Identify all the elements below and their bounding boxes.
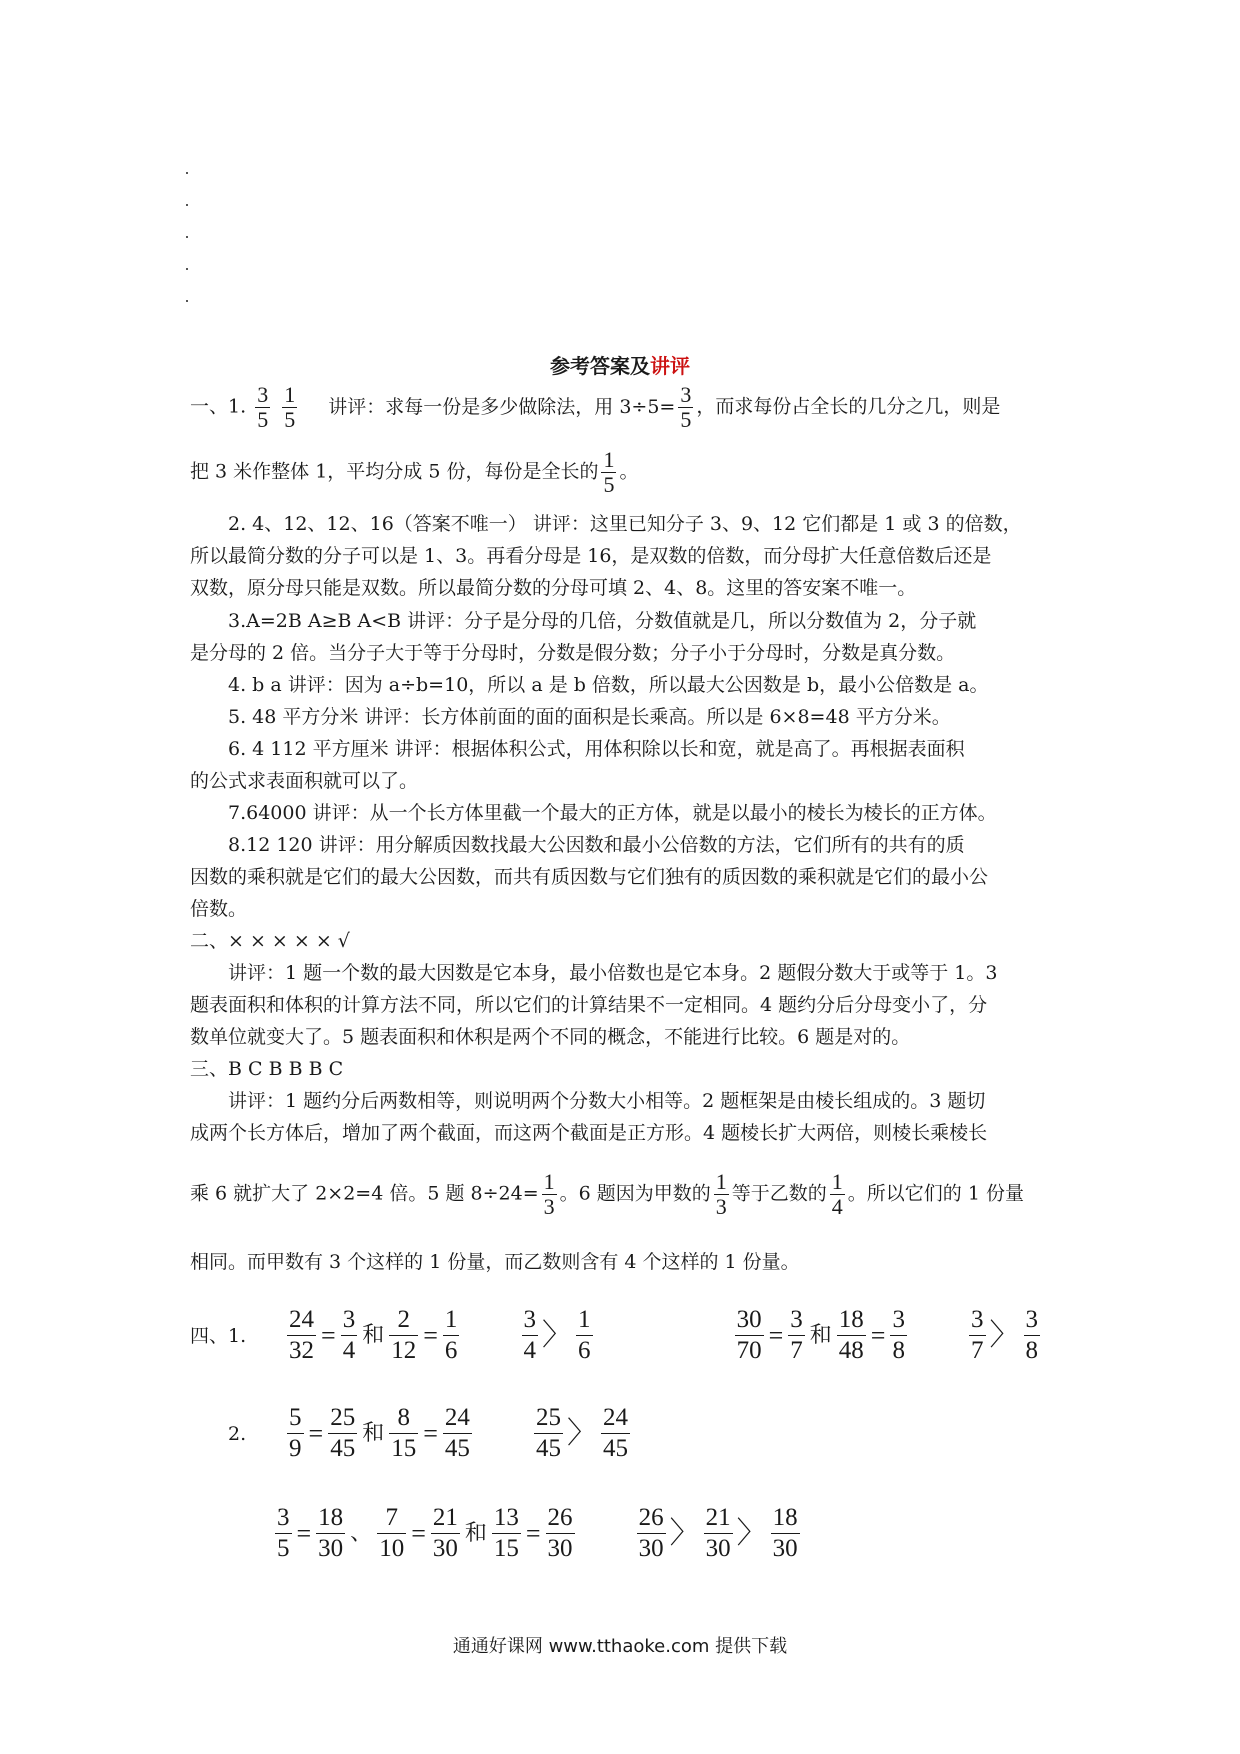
text: 。6 题因为甲数的: [559, 1182, 711, 1205]
numerator: 30: [735, 1305, 764, 1336]
margin-dot: [186, 236, 188, 238]
answer-2-line: 双数，原分母只能是双数。所以最简分数的分母可填 2、4、8。这里的答安案不唯一。: [190, 577, 917, 599]
numerator: 1: [576, 1305, 593, 1336]
equals-sign: =: [423, 1418, 438, 1448]
fraction: [389, 1403, 418, 1464]
text: 。: [619, 460, 639, 483]
denominator: 5: [603, 472, 615, 497]
answer-3-line: 3.A=2B A≥B A<B 讲评：分子是分母的几倍，分数值就是几，所以分数值为 2，分子就: [228, 610, 977, 632]
section3-answers: 三、B C B B B C: [190, 1058, 344, 1080]
numerator: 1: [284, 382, 296, 407]
denominator: 3: [715, 1194, 727, 1219]
greater-than-sign: 〉: [567, 1416, 597, 1450]
section3-comment-line: 讲评：1 题约分后两数相等，则说明两个分数大小相等。2 题框架是由棱长组成的。3 题切: [228, 1090, 986, 1112]
denominator: 10: [379, 1535, 405, 1562]
numerator: 24: [601, 1403, 630, 1434]
numerator: 21: [704, 1503, 733, 1534]
fraction: [830, 1170, 845, 1219]
numerator: 1: [543, 1169, 555, 1194]
section4-row3: [272, 1503, 1142, 1564]
numerator: 3: [522, 1305, 539, 1336]
numerator: 26: [637, 1503, 666, 1534]
fraction: [837, 1305, 866, 1366]
fraction: [443, 1305, 460, 1366]
denominator: 15: [493, 1535, 519, 1562]
denominator: 6: [444, 1337, 458, 1364]
margin-dot: [186, 268, 188, 270]
numerator: 24: [443, 1403, 472, 1434]
fraction: [534, 1403, 563, 1464]
denominator: 15: [391, 1435, 417, 1462]
fraction: [969, 1305, 986, 1366]
fraction: [576, 1305, 593, 1366]
fraction: [316, 1503, 345, 1564]
connector-text: 和: [809, 1322, 832, 1348]
numerator: 18: [771, 1503, 800, 1534]
greater-than-sign: 〉: [989, 1318, 1020, 1352]
answer-3-line: 是分母的 2 倍。当分子大于等于分母时，分数是假分数；分子小于分母时，分数是真分数。: [190, 642, 956, 664]
denominator: 30: [705, 1535, 731, 1562]
answer-8-line: 8.12 120 讲评：用分解质因数找最大公因数和最小公倍数的方法，它们所有的共有的质: [228, 834, 965, 856]
numerator: 26: [546, 1503, 575, 1534]
section4-row1: [190, 1305, 1060, 1366]
denominator: 5: [284, 407, 296, 432]
denominator: 7: [790, 1337, 803, 1364]
fraction: [601, 448, 616, 497]
numerator: 3: [890, 1305, 907, 1336]
numerator: 3: [257, 382, 269, 407]
text: 讲评：求每一份是多少做除法，用 3÷5=: [328, 395, 676, 418]
denominator: 8: [892, 1337, 905, 1364]
numerator: 3: [969, 1305, 986, 1336]
section2-comment-line: 讲评：1 题一个数的最大因数是它本身，最小倍数也是它本身。2 题假分数大于或等于 1。3: [228, 962, 998, 984]
greater-than-sign: 〉: [669, 1516, 700, 1550]
denominator: 30: [432, 1535, 458, 1562]
margin-dot: [186, 204, 188, 206]
text: 把 3 米作整体 1，平均分成 5 份，每份是全长的: [190, 460, 599, 483]
fraction: [282, 383, 297, 432]
numerator: 21: [431, 1503, 460, 1534]
section4-row2: [190, 1403, 1060, 1464]
fraction: [287, 1305, 316, 1366]
equals-sign: =: [296, 1518, 312, 1548]
title-main: 参考答案及: [550, 354, 650, 378]
numerator: 5: [287, 1403, 304, 1434]
section2-comment-line: 数单位就变大了。5 题表面积和休积是两个不同的概念，不能进行比较。6 题是对的。: [190, 1026, 911, 1048]
answer-5-line: 5. 48 平方分米 讲评：长方体前面的面的面积是长乘高。所以是 6×8=48 平方分米。: [228, 706, 951, 728]
equals-sign: =: [308, 1418, 324, 1448]
denominator: 32: [289, 1337, 315, 1364]
margin-dot: [186, 300, 188, 302]
denominator: 30: [318, 1535, 344, 1562]
denominator: 12: [391, 1337, 417, 1364]
connector-text: 、: [350, 1520, 373, 1546]
title-highlight: 讲评: [650, 354, 690, 378]
denominator: 45: [603, 1435, 628, 1462]
numerator: 1: [715, 1169, 727, 1194]
section3-comment-line3: [190, 1170, 1060, 1219]
equals-sign: =: [768, 1320, 784, 1350]
denominator: 8: [1025, 1337, 1039, 1364]
numerator: 3: [788, 1305, 805, 1336]
numerator: 1: [443, 1305, 460, 1336]
fraction: [542, 1170, 557, 1219]
fraction: [275, 1503, 292, 1564]
text: 等于乙数的: [731, 1182, 827, 1205]
numerator: 3: [275, 1503, 292, 1534]
numerator: 13: [492, 1503, 521, 1534]
answer-6-line: 6. 4 112 平方厘米 讲评：根据体积公式，用体积除以长和宽，就是高了。再根据表面积: [228, 738, 965, 760]
section1-line2: [190, 448, 1060, 497]
numerator: 25: [534, 1403, 563, 1434]
denominator: 30: [772, 1535, 798, 1562]
fraction: [443, 1403, 472, 1464]
fraction: [377, 1503, 406, 1564]
denominator: 4: [523, 1337, 536, 1364]
numerator: 3: [341, 1305, 358, 1336]
denominator: 45: [444, 1435, 470, 1462]
numerator: 2: [389, 1305, 418, 1336]
denominator: 3: [543, 1194, 555, 1219]
fraction: [714, 1170, 729, 1219]
denominator: 5: [277, 1535, 290, 1562]
footer-source: 通通好课网 www.tthaoke.com 提供下载: [452, 1636, 788, 1657]
fraction: [704, 1503, 733, 1564]
fraction: [678, 383, 693, 432]
numerator: 3: [680, 382, 692, 407]
numerator: 1: [603, 447, 615, 472]
text: ，而求每份占全长的几分之几，则是: [696, 395, 1001, 418]
section1-prefix: 一、1.: [190, 395, 247, 418]
denominator: 45: [330, 1435, 356, 1462]
answer-8-line: 倍数。: [190, 898, 248, 920]
text: 。所以它们的 1 份量: [847, 1182, 1024, 1205]
section2-answers: 二、× × × × × √: [190, 930, 350, 952]
answer-4-line: 4. b a 讲评：因为 a÷b=10，所以 a 是 b 倍数，所以最大公因数是 b，最小公倍数是 a。: [228, 674, 989, 696]
page-title: [0, 350, 1240, 379]
equals-sign: =: [411, 1518, 426, 1548]
fraction: [546, 1503, 575, 1564]
section2-comment-line: 题表面积和体积的计算方法不同，所以它们的计算结果不一定相同。4 题约分后分母变小了，分: [190, 994, 988, 1016]
numerator: 1: [831, 1169, 843, 1194]
margin-dot: [186, 172, 188, 174]
denominator: 9: [289, 1435, 302, 1462]
connector-text: 和: [362, 1420, 385, 1446]
answer-7-line: 7.64000 讲评：从一个长方体里截一个最大的正方体，就是以最小的棱长为棱长的正方体。: [228, 802, 997, 824]
numerator: 18: [316, 1503, 345, 1534]
denominator: 6: [578, 1337, 591, 1364]
numerator: 25: [328, 1403, 357, 1434]
fraction: [771, 1503, 800, 1564]
fraction: [255, 383, 270, 432]
answer-2-line: 2. 4、12、12、16（答案不唯一） 讲评：这里已知分子 3、9、12 它们都是 1 或 3 的倍数，: [228, 513, 1022, 535]
fraction: [637, 1503, 666, 1564]
equals-sign: =: [423, 1320, 438, 1350]
denominator: 7: [971, 1337, 984, 1364]
greater-than-sign: 〉: [542, 1318, 572, 1352]
answer-6-line: 的公式求表面积就可以了。: [190, 770, 419, 792]
fraction: [890, 1305, 907, 1366]
numerator: 18: [837, 1305, 866, 1336]
denominator: 70: [736, 1337, 762, 1364]
denominator: 4: [831, 1194, 843, 1219]
equals-sign: =: [321, 1320, 336, 1350]
section3-comment-line: 成两个长方体后，增加了两个截面，而这两个截面是正方形。4 题棱长扩大两倍，则棱长乘棱长: [190, 1122, 988, 1144]
fraction: [735, 1305, 764, 1366]
equals-sign: =: [525, 1518, 541, 1548]
connector-text: 和: [362, 1322, 385, 1348]
fraction: [389, 1305, 418, 1366]
section4-prefix: 四、1.: [190, 1324, 247, 1347]
fraction: [341, 1305, 358, 1366]
denominator: 4: [342, 1337, 356, 1364]
denominator: 5: [680, 407, 692, 432]
answer-2-line: 所以最简分数的分子可以是 1、3。再看分母是 16，是双数的倍数，而分母扩大任意倍数后还是: [190, 545, 992, 567]
numerator: 7: [377, 1503, 406, 1534]
fraction: [328, 1403, 357, 1464]
equals-sign: =: [870, 1320, 886, 1350]
fraction: [431, 1503, 460, 1564]
denominator: 48: [838, 1337, 864, 1364]
numerator: 8: [389, 1403, 418, 1434]
connector-text: 和: [464, 1520, 487, 1546]
denominator: 30: [547, 1535, 573, 1562]
answer-8-line: 因数的乘积就是它们的最大公因数，而共有质因数与它们独有的质因数的乘积就是它们的最小公: [190, 866, 989, 888]
denominator: 45: [536, 1435, 561, 1462]
fraction: [788, 1305, 805, 1366]
numerator: 24: [287, 1305, 316, 1336]
section4-prefix2: 2.: [228, 1422, 247, 1445]
greater-than-sign: 〉: [736, 1516, 767, 1550]
fraction: [601, 1403, 630, 1464]
denominator: 5: [257, 407, 269, 432]
section1-line1: [190, 383, 1060, 432]
fraction: [287, 1403, 304, 1464]
text: 乘 6 就扩大了 2×2=4 倍。5 题 8÷24=: [190, 1182, 539, 1205]
section3-comment-line4: 相同。而甲数有 3 个这样的 1 份量，而乙数则含有 4 个这样的 1 份量。: [190, 1251, 800, 1273]
denominator: 30: [638, 1535, 664, 1562]
fraction: [492, 1503, 521, 1564]
numerator: 3: [1024, 1305, 1041, 1336]
fraction: [522, 1305, 539, 1366]
fraction: [1024, 1305, 1041, 1366]
